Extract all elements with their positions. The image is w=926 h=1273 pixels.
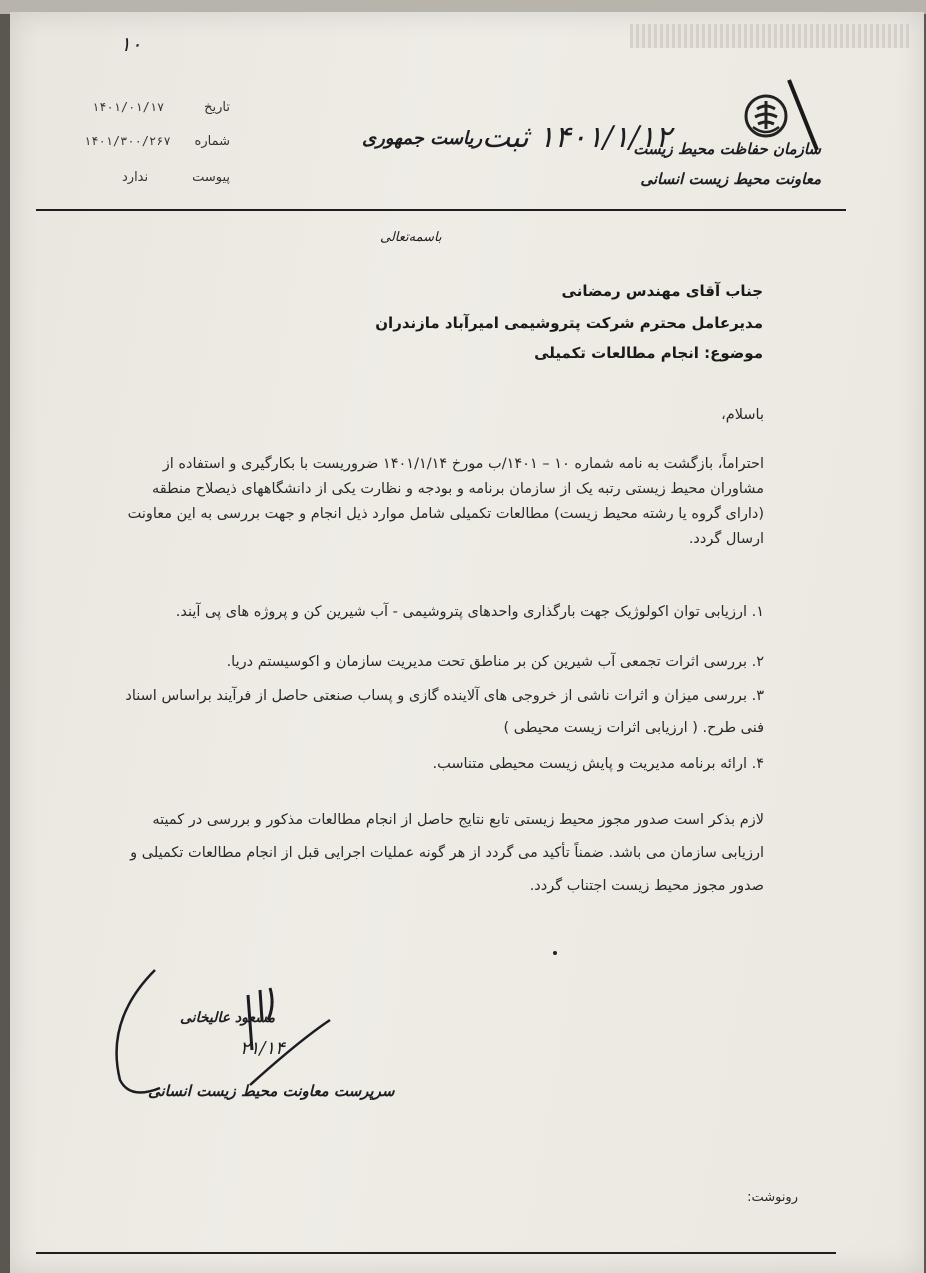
list-item: ۱. ارزیابی توان اکولوژیک جهت بارگذاری واحدهای پتروشیمی - آب شیرین کن و پروژه های پی آیند. xyxy=(175,604,764,620)
intro-line: (دارای گروه یا رشته محیط زیست) مطالعات تکمیلی شامل موارد ذیل انجام و جهت بررسی به این معاونت xyxy=(127,506,764,522)
org-deputy: معاونت محیط زیست انسانی xyxy=(640,170,821,188)
footer-divider xyxy=(36,1252,836,1254)
signatory-title: سرپرست معاونت محیط زیست انسانی xyxy=(148,1082,395,1100)
intro-paragraph xyxy=(64,452,764,552)
list-item: ۲. بررسی اثرات تجمعی آب شیرین کن بر مناطق تحت مدیریت سازمان و اکوسیستم دریا. xyxy=(226,654,764,670)
top-handwritten-mark: ۱۰ xyxy=(120,32,142,56)
torn-top-strip xyxy=(630,24,910,48)
closing-line: صدور مجوز محیط زیست اجتناب گردد. xyxy=(529,878,764,894)
list-item: ۴. ارائه برنامه مدیریت و پایش زیست محیطی متناسب. xyxy=(432,756,764,772)
attachment-label: پیوست xyxy=(192,170,230,185)
closing-line: لازم بذکر است صدور مجوز محیط زیستی تابع نتایج حاصل از انجام مطالعات مذکور و بررسی در کمیته xyxy=(152,812,764,828)
org-name: سازمان حفاظت محیط زیست xyxy=(633,140,821,158)
date-label: تاریخ xyxy=(204,100,230,115)
ink-dot xyxy=(553,951,557,955)
recipient-line-2: مدیرعامل محترم شرکت پتروشیمی امیرآباد مازندران xyxy=(375,314,763,332)
intro-line: ارسال گردد. xyxy=(688,531,764,547)
list-item: ۳. بررسی میزان و اثرات ناشی از خروجی های آلاینده گازی و پساب صنعتی حاصل از فرآیند براساس اسناد xyxy=(125,688,764,704)
number-label: شماره xyxy=(194,134,230,149)
cc-label: رونوشت: xyxy=(747,1190,798,1205)
intro-line: مشاوران محیط زیستی رتبه یک از سازمان برنامه و بودجه و نظارت یکی از دانشگاههای ذیصلاح منطقه xyxy=(151,481,764,497)
attachment-value: ندارد xyxy=(122,170,149,185)
greeting: باسلام، xyxy=(721,407,764,423)
subject-line: موضوع: انجام مطالعات تکمیلی xyxy=(534,344,763,362)
meta-block xyxy=(80,100,230,194)
closing-line: ارزیابی سازمان می باشد. ضمناً تأکید می گردد از هر گونه عملیات اجرایی قبل از انجام مطالعات تکمیلی و xyxy=(130,845,764,861)
header-divider xyxy=(36,209,846,211)
presidency-stamp: ریاست جمهوری xyxy=(362,128,483,149)
basmala: باسمه‌تعالی xyxy=(380,230,442,245)
list-item-continuation: فنی طرح. ( ارزیابی اثرات زیست محیطی ) xyxy=(503,720,764,736)
signature-initials: ۲۱/۱۴ xyxy=(240,1038,285,1059)
signatory-name: مسعود عالیخانی xyxy=(180,1010,276,1026)
number-value: ۱۴۰۱/۳۰۰/۲۶۷ xyxy=(84,134,171,148)
closing-paragraph xyxy=(64,804,764,903)
registry-handwritten-number: ۱۴۰۱/۱/۱۲ ثبت xyxy=(482,120,672,155)
intro-line: احتراماً، بازگشت به نامه شماره ۱۰ – ۱۴۰۱/ب مورخ ۱۴۰۱/۱/۱۴ ضروریست با بکارگیری و استفاده از xyxy=(162,456,764,472)
date-value: ۱۴۰۱/۰۱/۱۷ xyxy=(92,100,165,114)
recipient-line-1: جناب آقای مهندس رمضانی xyxy=(561,282,763,300)
